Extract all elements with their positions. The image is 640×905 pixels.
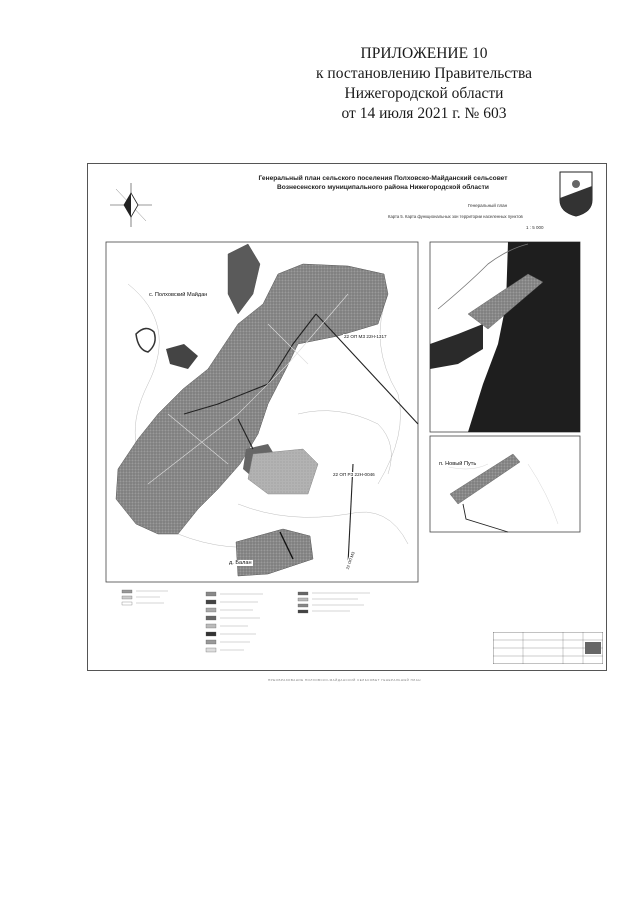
label-road-code-1: 22 ОП МЗ 22Н-1317 — [344, 334, 387, 339]
map-name: Карта 5. Карта функциональных зон территории населенных пунктов — [388, 214, 523, 219]
map-sheet — [87, 163, 607, 671]
compass-rose-icon — [106, 179, 156, 231]
map-scale: 1 : 5 000 — [526, 225, 544, 230]
map-title-block — [218, 174, 548, 192]
label-road-code-2: 22 ОП РЗ 22Н-0046 — [333, 472, 375, 477]
map-subtitle: Генеральный план — [468, 203, 508, 208]
coat-of-arms-emblem-icon — [558, 170, 594, 218]
label-road-code-3: 22 ОП МЗ — [344, 550, 356, 571]
document-header — [294, 44, 554, 124]
map-title-line2: Вознесенского муниципального района Нижегородской области — [277, 184, 489, 191]
appendix-date-line: от 14 июля 2021 г. № 603 — [341, 105, 507, 122]
label-village-noviy-put: п. Новый Путь — [439, 461, 477, 467]
appendix-subtitle-line2: к постановлению Правительства — [316, 65, 532, 82]
map-title-line1: Генеральный план сельского поселения Полховско-Майданский сельсовет — [258, 175, 508, 182]
appendix-subtitle-line3: Нижегородской области — [344, 85, 504, 102]
inset-map-lower — [430, 436, 580, 532]
appendix-title: ПРИЛОЖЕНИЕ 10 — [360, 45, 488, 62]
title-stamp-block — [493, 632, 603, 664]
label-village-main: с. Полховский Майдан — [149, 292, 208, 298]
legend-text-lines — [136, 591, 370, 650]
map-drawing — [88, 164, 606, 670]
document-footer: ПРЕОБРАЗОВАНИЕ ПОЛХОВСКО-МАЙДАНСКИЙ СЕЛЬСОВЕТ ГЕНЕРАЛЬНЫЙ ПЛАН — [268, 678, 421, 682]
label-village-balan: д. Балан — [229, 560, 252, 566]
legend — [122, 590, 308, 652]
